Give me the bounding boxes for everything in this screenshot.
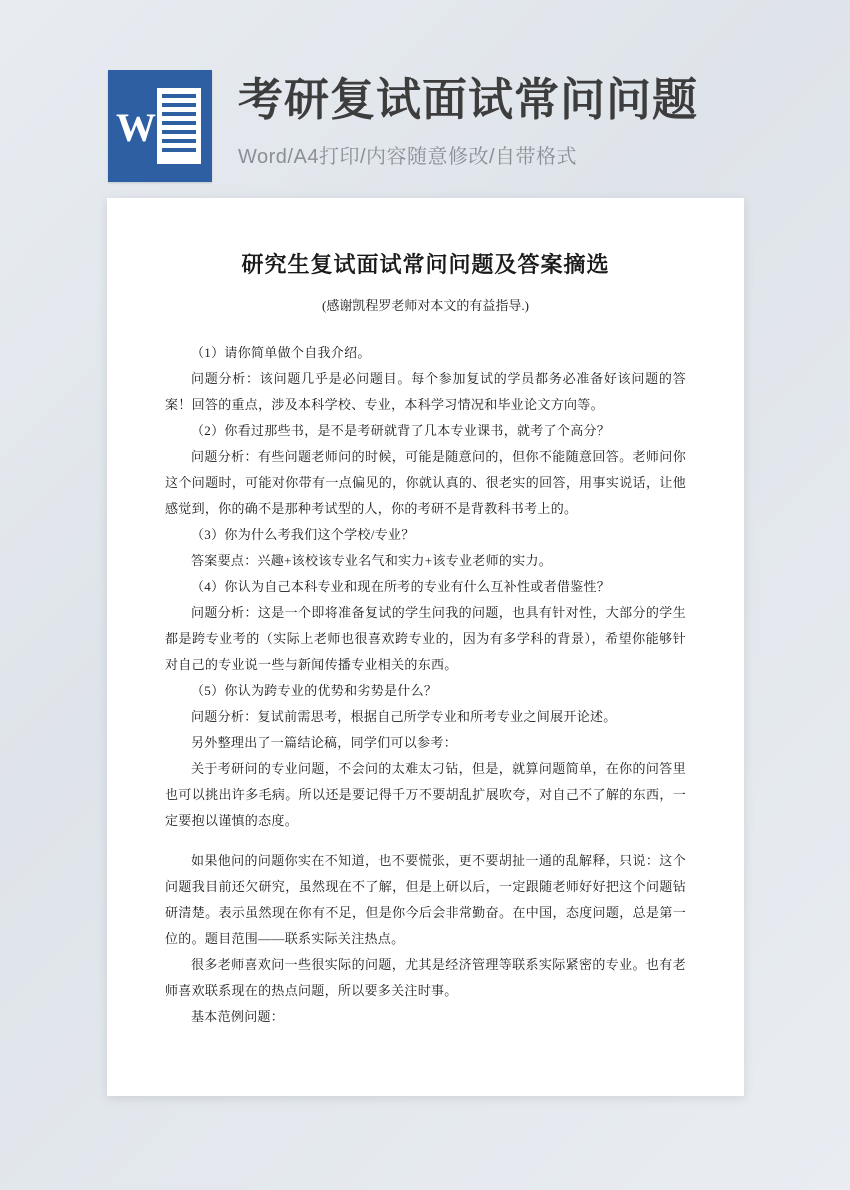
- word-document-icon: [108, 70, 212, 182]
- paragraph: 答案要点：兴趣+该校该专业名气和实力+该专业老师的实力。: [191, 553, 553, 568]
- paragraph: （3）你为什么考我们这个学校/专业？: [191, 527, 415, 542]
- paragraph: 问题分析：这是一个即将准备复试的学生问我的问题，也具有针对性，大部分的学生都是跨专业考的（实际上老师也很喜欢跨专业的，因为有多学科的背景），希望你能够针对自己的专业说一些与新闻传播专业相关的东西。: [165, 605, 686, 672]
- word-logo-lines: [157, 88, 201, 164]
- document-note: (感谢凯程罗老师对本文的有益指导.): [322, 298, 529, 313]
- paragraph: （5）你认为跨专业的优势和劣势是什么？: [191, 683, 438, 698]
- word-logo-letter: W: [116, 105, 155, 150]
- paragraph: 问题分析：有些问题老师问的时候，可能是随意问的，但你不能随意回答。老师问你这个问题时，可能对你带有一点偏见的，你就认真的、很老实的回答，用事实说话，让他感觉到，你的确不是那种考试型的人，你的考研不是背教科书考上的。: [165, 449, 686, 516]
- paragraph: 另外整理出了一篇结论稿，同学们可以参考：: [191, 735, 458, 750]
- header-title: 考研复试面试常问问题: [238, 74, 699, 125]
- header: [108, 70, 698, 182]
- document-body: [165, 340, 686, 1030]
- paragraph: （2）你看过那些书，是不是考研就背了几本专业课书，就考了个高分？: [191, 423, 611, 438]
- paragraph: 基本范例问题：: [191, 1009, 285, 1024]
- document-title: 研究生复试面试常问问题及答案摘选: [241, 252, 610, 277]
- paragraph: 关于考研问的专业问题，不会问的太难太刁钻，但是，就算问题简单，在你的问答里也可以挑出许多毛病。所以还是要记得千万不要胡乱扩展吹夸，对自己不了解的东西，一定要抱以谨慎的态度。: [165, 761, 686, 828]
- document-page: [107, 198, 744, 1096]
- paragraph: 如果他问的问题你实在不知道，也不要慌张，更不要胡扯一通的乱解释，只说：这个问题我目前还欠研究，虽然现在不了解，但是上研以后，一定跟随老师好好把这个问题钻研清楚。表示虽然现在你有不足，但是你今后会非常勤奋。在中国，态度问题，总是第一位的。题目范围——联系实际关注热点。: [165, 853, 686, 946]
- paragraph: 很多老师喜欢问一些很实际的问题，尤其是经济管理等联系实际紧密的专业。也有老师喜欢联系现在的热点问题，所以要多关注时事。: [165, 957, 686, 998]
- paragraph: （4）你认为自己本科专业和现在所考的专业有什么互补性或者借鉴性？: [191, 579, 611, 594]
- header-subtitle: Word/A4打印/内容随意修改/自带格式: [238, 145, 578, 168]
- paragraph: 问题分析：复试前需思考，根据自己所学专业和所考专业之间展开论述。: [191, 709, 617, 724]
- paragraph: （1）请你简单做个自我介绍。: [191, 345, 371, 360]
- header-text-block: [238, 70, 698, 169]
- paragraph: 问题分析：该问题几乎是必问题目。每个参加复试的学员都务必准备好该问题的答案！回答的重点，涉及本科学校、专业，本科学习情况和毕业论文方向等。: [165, 371, 686, 412]
